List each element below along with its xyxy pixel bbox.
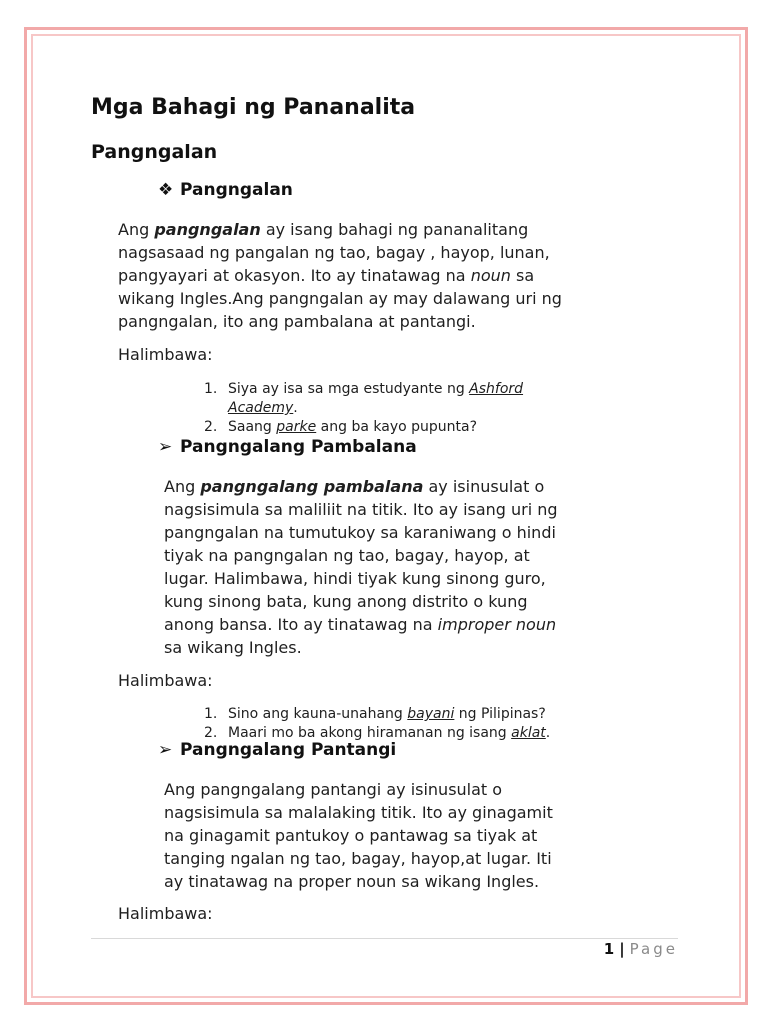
text-run: pangyayari at okasyon. Ito ay tinatawag na [118,266,471,285]
text-line: sa wikang Ingles. [164,638,302,657]
list-item [204,705,550,724]
example-term: Ashford [469,381,524,397]
paragraph-pangngalan [118,218,562,333]
text-line: na ginagamit pantukoy o pantawag sa tiyak at [164,826,538,845]
text-run: Ang [164,477,201,496]
text-run: ay isinusulat o [423,477,545,496]
text-line: tiyak na pangngalan ng tao, bagay, hayop, at [164,546,530,565]
document-title: Mga Bahagi ng Pananalita [91,95,416,120]
emphasis-term: pangngalang pambalana [200,477,424,496]
text-run: . [545,725,551,741]
text-run: ay isang bahagi ng pananalitang [260,220,529,239]
text-run: Ang [118,220,155,239]
text-run: Maari mo ba akong hiramanan ng isang [228,725,512,741]
text-line: Ang pangngalang pantangi ay isinusulat o [164,780,503,799]
text-run: ng Pilipinas? [454,706,546,722]
text-line: ay tinatawag na proper noun sa wikang Ingles. [164,872,540,891]
subheading-pangngalan [158,180,293,200]
subheading-label: Pangngalang Pambalana [180,437,417,457]
arrow-bullet-icon: ➢ [158,740,173,760]
paragraph-pambalana [164,475,558,659]
text-line: pangngalan na tumutukoy sa karaniwang o hindi [164,523,556,542]
example-label: Halimbawa: [118,671,213,690]
subheading-label: Pangngalan [180,180,293,200]
page-label: Page [629,940,678,958]
text-line: pangngalan, ito ang pambalana at pantangi. [118,312,476,331]
text-line: nagsasaad ng pangalan ng tao, bagay , hayop, lunan, [118,243,550,262]
text-line: kung sinong bata, kung anong distrito o kung [164,592,528,611]
emphasis-term: pangngalan [154,220,261,239]
subheading-label: Pangngalang Pantangi [180,740,397,760]
text-run: Sino ang kauna-unahang [228,706,408,722]
paragraph-pantangi [164,778,553,893]
emphasis-term: improper noun [437,615,557,634]
text-line: tanging ngalan ng tao, bagay, hayop,at lugar. Iti [164,849,552,868]
subheading-pantangi [158,740,396,760]
text-run: anong bansa. Ito ay tinatawag na [164,615,438,634]
example-term: bayani [407,706,455,722]
example-label: Halimbawa: [118,904,213,923]
subheading-pambalana [158,437,417,457]
list-number: 1. [204,706,218,722]
text-run: Saang [228,419,277,435]
text-line: nagsisimula sa malalaking titik. Ito ay ginagamit [164,803,553,822]
list-number: 2. [204,725,218,741]
list-item [204,380,523,418]
emphasis-term: noun [470,266,511,285]
example-term: Academy [228,400,294,416]
list-item [204,418,523,437]
example-list [204,380,523,437]
example-term: parke [276,419,317,435]
text-run: Siya ay isa sa mga estudyante ng [228,381,470,397]
list-number: 2. [204,419,218,435]
list-number: 1. [204,381,218,397]
example-list [204,705,550,743]
text-line: nagsisimula sa maliliit na titik. Ito ay isang uri ng [164,500,558,519]
page-footer [604,940,678,958]
text-run: sa [510,266,535,285]
text-run: . [293,400,298,416]
arrow-bullet-icon: ➢ [158,437,173,457]
section-heading: Pangngalan [91,141,218,163]
text-run: ang ba kayo pupunta? [316,419,478,435]
footer-divider [91,938,678,939]
diamond-bullet-icon: ❖ [158,180,174,200]
text-line: wikang Ingles.Ang pangngalan ay may dalawang uri ng [118,289,562,308]
page-number: 1 [603,940,616,958]
footer-separator: | [619,940,626,958]
example-term: aklat [511,725,546,741]
text-line: lugar. Halimbawa, hindi tiyak kung sinong guro, [164,569,546,588]
example-label: Halimbawa: [118,345,213,364]
